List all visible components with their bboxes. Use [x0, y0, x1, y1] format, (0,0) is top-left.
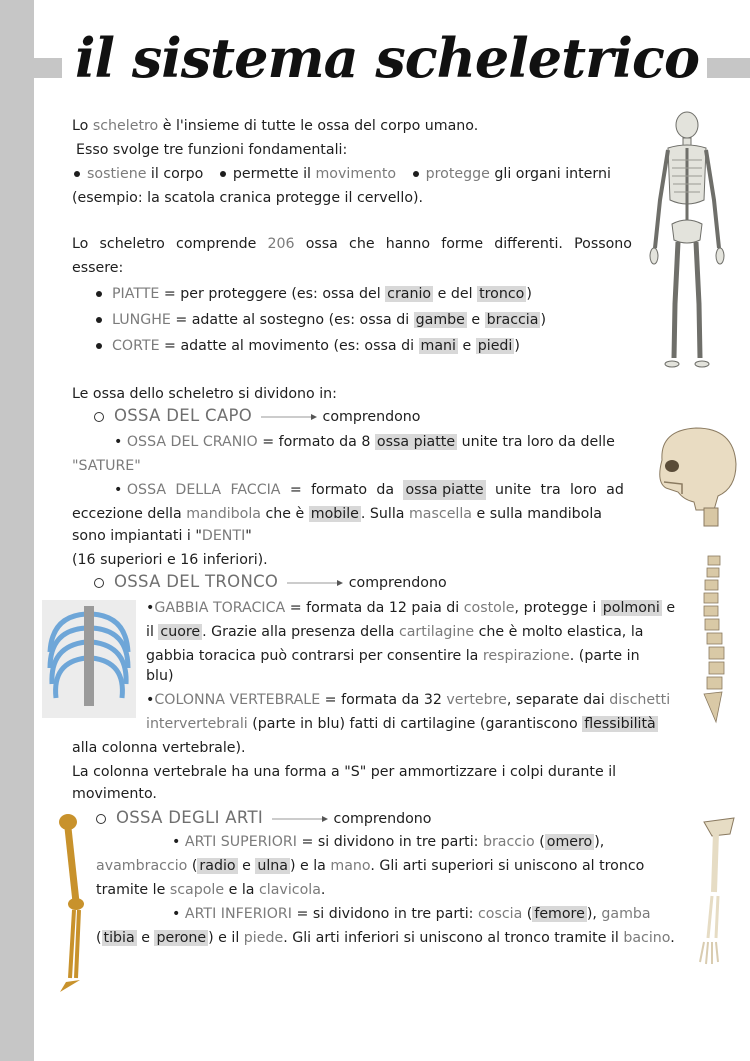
arrow-icon: [261, 413, 317, 421]
comprende-line-1: Lo scheletro comprende 206 ossa che hanno forme differenti. Possono: [72, 236, 632, 252]
skull-illustration: [648, 424, 740, 528]
leg-bones-illustration: [54, 812, 90, 994]
gabbia-line-3: gabbia toracica può contrarsi per consentire la respirazione. (parte in: [146, 648, 640, 664]
section-ossa-tronco: OSSA DEL TRONCO comprendono: [94, 572, 447, 593]
comprende-line-2: essere:: [72, 260, 124, 276]
faccia-line-2: eccezione della mandibola che è mobile . Sulla mascella e sulla mandibola: [72, 506, 602, 522]
section-ossa-capo: OSSA DEL CAPO comprendono: [94, 406, 420, 427]
arrow-icon: [287, 579, 343, 587]
list-item-lunghe: LUNGHE = adatte al sostegno (es: ossa di gambe e braccia ): [96, 310, 546, 330]
gabbia-line-2: il cuore . Grazie alla presenza della cartilagine che è molto elastica, la: [146, 624, 644, 640]
cranio-sature: "SATURE": [72, 458, 141, 474]
arti-sup-line-1: • ARTI SUPERIORI = si dividono in tre parti: braccio ( omero ),: [172, 834, 605, 850]
arti-inf-line-1: • ARTI INFERIORI = si dividono in tre parti: coscia ( femore ), gamba: [172, 906, 651, 922]
faccia-line-3: sono impiantati i "DENTI": [72, 528, 252, 544]
gabbia-line-1: •GABBIA TORACICA = formata da 12 paia di costole, protegge i polmoni e: [146, 600, 676, 616]
divisione-intro: Le ossa dello scheletro si dividono in:: [72, 386, 337, 402]
page-title: il sistema scheletrico: [75, 26, 699, 90]
arm-bones-illustration: [694, 812, 742, 968]
section-ossa-arti: OSSA DEGLI ARTI comprendono: [96, 808, 431, 829]
forma-line-1: La colonna vertebrale ha una forma a "S" per ammortizzare i colpi durante il: [72, 764, 617, 780]
title-decor-bar-right: [707, 58, 750, 78]
faccia-line-1: • OSSA DELLA FACCIA = formato da ossa piatte unite tra loro ad: [114, 482, 624, 498]
list-item-piatte: PIATTE = per proteggere (es: ossa del cranio e del tronco ): [96, 284, 532, 304]
intro-example-line: (esempio: la scatola cranica protegge il cervello).: [72, 190, 424, 206]
rib-cage-illustration: [42, 600, 136, 718]
skeleton-illustration: [642, 108, 732, 373]
colonna-line-3: alla colonna vertebrale).: [72, 740, 246, 756]
cranio-line-1: • OSSA DEL CRANIO = formato da 8 ossa piatte unite tra loro da delle: [114, 434, 615, 450]
list-item-corte: CORTE = adatte al movimento (es: ossa di mani e piedi ): [96, 336, 520, 356]
intro-line-2: Esso svolge tre funzioni fondamentali:: [76, 142, 348, 158]
arti-sup-line-3: tramite le scapole e la clavicola.: [96, 882, 326, 898]
gabbia-line-4: blu): [146, 668, 174, 684]
faccia-line-4: (16 superiori e 16 inferiori).: [72, 552, 268, 568]
title-decor-bar-left: [0, 58, 62, 78]
colonna-line-2: intervertebrali (parte in blu) fatti di cartilagine (garantiscono flessibilità: [146, 716, 656, 732]
intro-functions-line: sostiene il corpo permette il movimento protegge gli organi interni: [74, 164, 611, 184]
intro-line-1: Lo scheletro è l'insieme di tutte le ossa del corpo umano.: [72, 118, 479, 134]
spine-illustration: [694, 554, 730, 726]
arti-sup-line-2: avambraccio ( radio e ulna ) e la mano. Gli arti superiori si uniscono al tronco: [96, 858, 645, 874]
arrow-icon: [272, 815, 328, 823]
arti-inf-line-2: ( tibia e perone ) e il piede. Gli arti inferiori si uniscono al tronco tramite il bacino.: [96, 930, 675, 946]
forma-line-2: movimento.: [72, 786, 157, 802]
colonna-line-1: •COLONNA VERTEBRALE = formata da 32 vertebre, separate dai dischetti: [146, 692, 671, 708]
left-sidebar-band: [0, 0, 34, 1061]
